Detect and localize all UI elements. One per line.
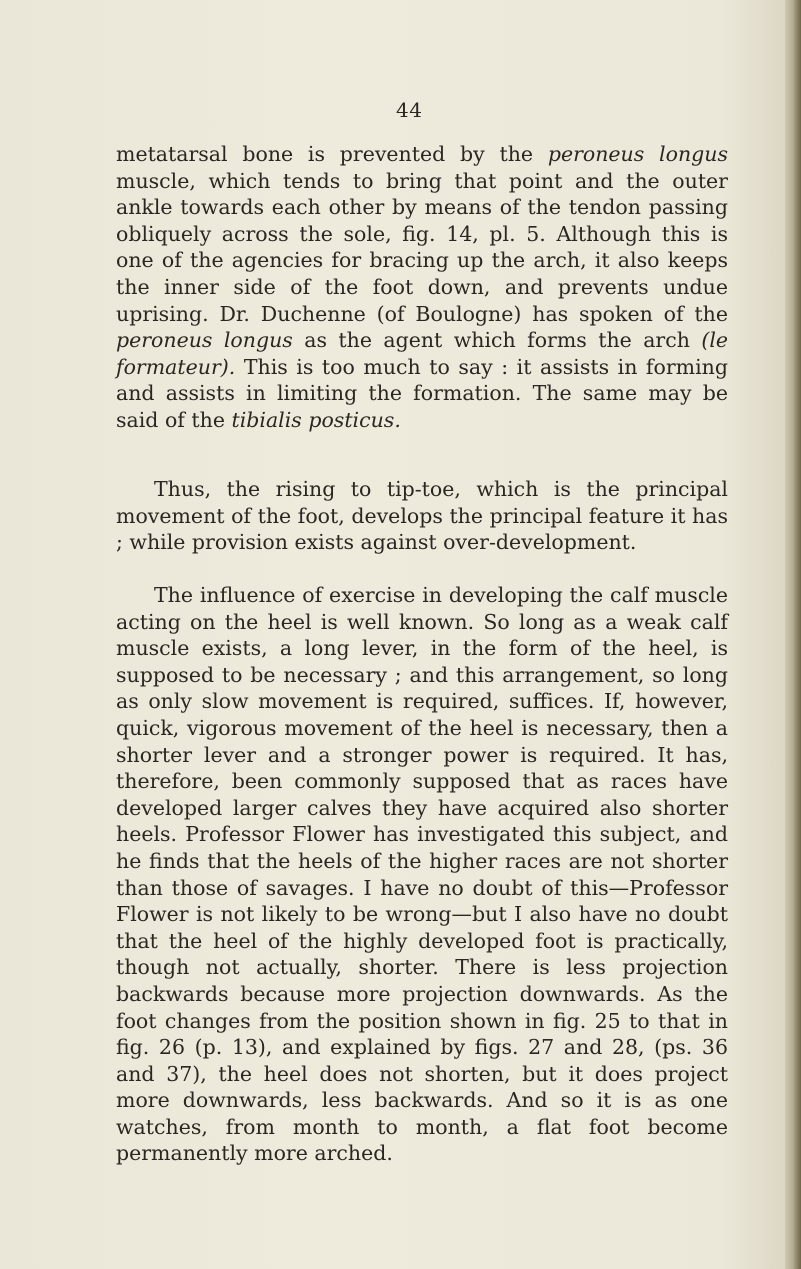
page-number: 44 xyxy=(396,98,423,122)
paragraph-2: Thus, the rising to tip-toe, which is the principal movement of the foot, develops the principal feature it has ; while provision exists against over-development. xyxy=(116,477,728,555)
paragraph-1-italic-a: peroneus longus xyxy=(547,142,728,166)
paragraph-1 xyxy=(116,141,728,434)
paragraph-1-italic-c: (le formateur). xyxy=(116,328,729,379)
paragraph-1-text-d: This is too much to say : it assists in forming and assists in limiting the formation. The same may be said of the xyxy=(116,354,728,432)
paragraph-1-text-a: metatarsal bone is prevented by the xyxy=(116,142,548,166)
paragraph-1-text-c: as the agent which forms the arch xyxy=(292,328,702,353)
paragraph-1-italic-b: peroneus longus xyxy=(116,328,293,353)
paragraph-3: The influence of exercise in developing the calf muscle acting on the heel is well known. So long as a weak calf muscle exists, a long lever, in the form of the heel, is supposed to be necessary ; and this arrangement, so long as only slow movement is required, suffices. If, however, quick, vigorous movement of the heel is necessary, then a shorter lever and a stronger power is required. It has, therefore, been commonly supposed that as races have developed larger calves they have acquired also shorter heels. Professor Flower has investigated this subject, and he finds that the heels of the higher races are not shorter than those of savages. I have no doubt of this—Professor Flower is not likely to be wrong—but I also have no doubt that the heel of the highly developed foot is practically, though not actually, shorter. There is less projection backwards because more projection downwards. As the foot changes from the position shown in fig. 25 to that in fig. 26 (p. 13), and explained by figs. 27 and 28, (ps. 36 and 37), the heel does not shorten, but it does project more downwards, less backwards. And so it is as one watches, from month to month, a flat foot become permanently more arched. xyxy=(116,583,728,1166)
paragraph-1-italic-d: tibialis posticus. xyxy=(231,407,401,432)
page-edge-shadow xyxy=(785,0,801,1269)
paragraph-1-text-b: muscle, which tends to bring that point and the outer ankle towards each other by means of the tendon passing obliquely across the sole, fig. 14, pl. 5. Although this is one of the agencies for bracing up the arch, it also keeps the inner side of the foot down, and prevents undue uprising. Dr. Duchenne (of Boulogne) has spoken of the xyxy=(116,168,728,326)
